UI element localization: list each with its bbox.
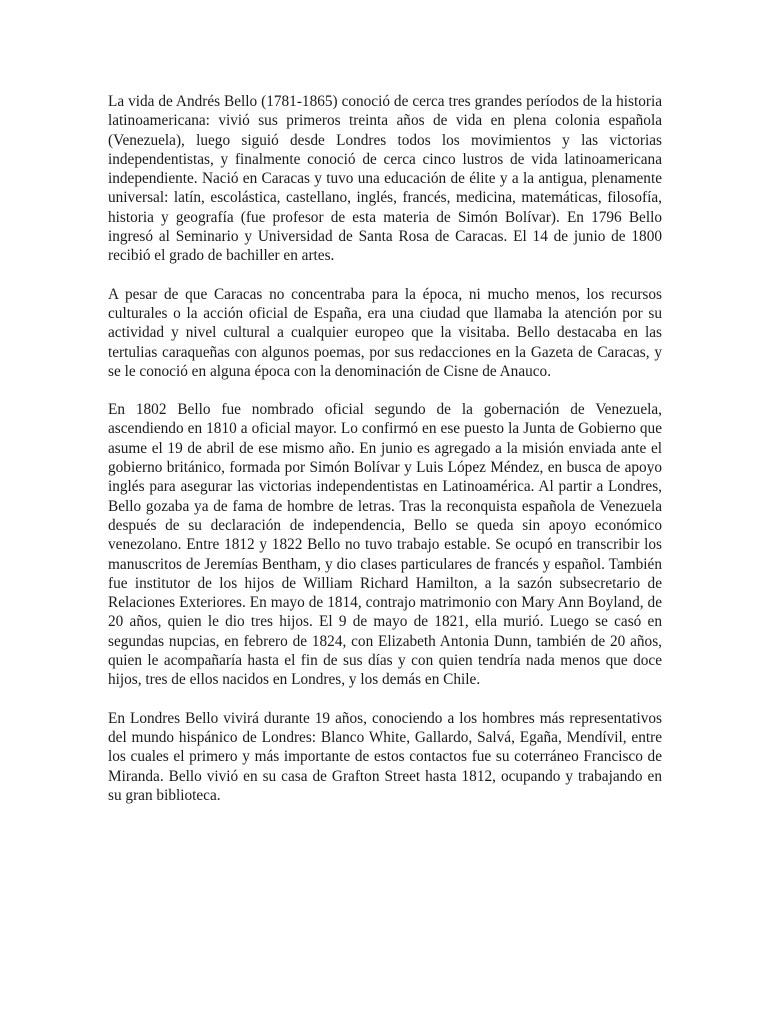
paragraph-4: En Londres Bello vivirá durante 19 años, conociendo a los hombres más representativos del mundo hispánico de Londres: Blanco White, Gallardo, Salvá, Egaña, Mendívil, entre los cuales el primero y más importante de estos contactos fue su coterráneo Francisco de Miranda. Bello vivió en su casa de Grafton Street hasta 1812, ocupando y trabajando en su gran biblioteca.	[108, 709, 662, 804]
paragraph-3: En 1802 Bello fue nombrado oficial segundo de la gobernación de Venezuela, ascendiendo en 1810 a oficial mayor. Lo confirmó en ese puesto la Junta de Gobierno que asume el 19 de abril de ese mismo año. En junio es agregado a la misión enviada ante el gobierno británico, formada por Simón Bolívar y Luis López Méndez, en busca de apoyo inglés para asegurar las victorias independentistas en Latinoamérica. Al partir a Londres, Bello gozaba ya de fama de hombre de letras. Tras la reconquista española de Venezuela después de su declaración de independencia, Bello se queda sin apoyo económico venezolano. Entre 1812 y 1822 Bello no tuvo trabajo estable. Se ocupó en transcribir los manuscritos de Jeremías Bentham, y dio clases particulares de francés y español. También fue institutor de los hijos de William Richard Hamilton, a la sazón subsecretario de Relaciones Exteriores. En mayo de 1814, contrajo matrimonio con Mary Ann Boyland, de 20 años, quien le dio tres hijos. El 9 de mayo de 1821, ella murió. Luego se casó en segundas nupcias, en febrero de 1824, con Elizabeth Antonia Dunn, también de 20 años, quien le acompañaría hasta el fin de sus días y con quien tendría nada menos que doce hijos, tres de ellos nacidos en Londres, y los demás en Chile.	[108, 401, 662, 689]
paragraph-2: A pesar de que Caracas no concentraba para la época, ni mucho menos, los recursos culturales o la acción oficial de España, era una ciudad que llamaba la atención por su actividad y nivel cultural a cualquier europeo que la visitaba. Bello destacaba en las tertulias caraqueñas con algunos poemas, por sus redacciones en la Gazeta de Caracas, y se le conoció en alguna época con la denominación de Cisne de Anauco.	[108, 285, 662, 380]
document-page	[108, 92, 662, 824]
paragraph-1: La vida de Andrés Bello (1781-1865) conoció de cerca tres grandes períodos de la historia latinoamericana: vivió sus primeros treinta años de vida en plena colonia española (Venezuela), luego siguió desde Londres todos los movimientos y las victorias independentistas, y finalmente conoció de cerca cinco lustros de vida latinoamericana independiente. Nació en Caracas y tuvo una educación de élite y a la antigua, plenamente universal: latín, escolástica, castellano, inglés, francés, medicina, matemáticas, filosofía, historia y geografía (fue profesor de esta materia de Simón Bolívar). En 1796 Bello ingresó al Seminario y Universidad de Santa Rosa de Caracas. El 14 de junio de 1800 recibió el grado de bachiller en artes.	[108, 93, 662, 265]
